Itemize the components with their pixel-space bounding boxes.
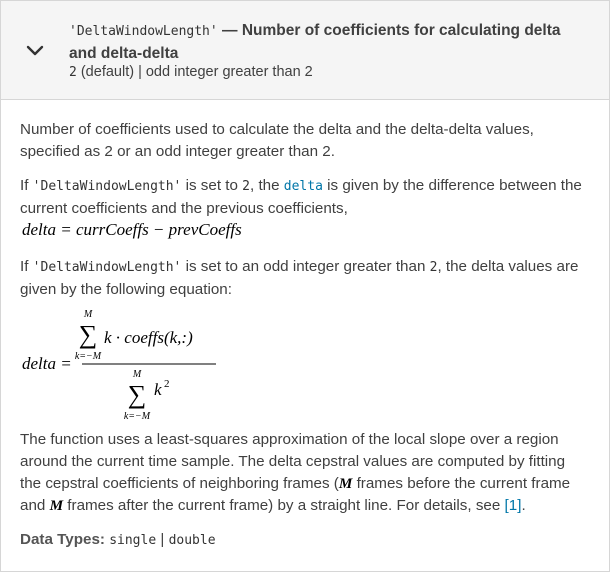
data-types-label: Data Types: (20, 531, 105, 548)
delta-link[interactable]: delta (283, 179, 323, 194)
sum-upper-limit: M (83, 309, 93, 320)
sum-symbol: ∑ (127, 380, 147, 409)
sum-upper-limit: M (132, 369, 142, 380)
data-types: Data Types: single | double (20, 531, 216, 548)
numerator-term: k · coeffs(k,:) (104, 328, 193, 347)
delta-equation-fraction (20, 299, 240, 419)
parameter-title: 'DeltaWindowLength' — Number of coefficients for calculating delta and delta-delta (69, 22, 561, 62)
parameter-default: 2 (default) | odd integer greater than 2 (69, 64, 313, 80)
description-paragraph: The function uses a least-squares approximation of the local slope over a region around the current time sample. The delta cepstral values are computed by fitting the cepstral coefficients of neighboring frames (M frames before the current frame and M frames after the current frame) by a straight line. For details, see [1]. (20, 431, 571, 514)
parameter-summary: Number of coefficients for calculating delta and delta-delta (69, 22, 561, 62)
equation-lhs: delta = (22, 354, 72, 373)
chevron-down-icon[interactable] (25, 41, 45, 61)
description-paragraph: Number of coefficients used to calculate the delta and the delta-delta values, specified as 2 or an odd integer greater than 2. (20, 121, 534, 160)
parameter-name: 'DeltaWindowLength' (69, 24, 218, 39)
delta-equation-simple: delta = currCoeffs − prevCoeffs (22, 220, 242, 239)
denominator-exponent: 2 (164, 378, 170, 390)
reference-link[interactable]: [1] (504, 497, 522, 514)
description-paragraph: If 'DeltaWindowLength' is set to 2, the delta is given by the difference between the current coefficients and the previous coefficients, (20, 177, 582, 217)
data-type-single: single (109, 533, 157, 548)
denominator-term: k (154, 380, 162, 399)
description-paragraph: If 'DeltaWindowLength' is set to an odd integer greater than 2, the delta values are given by the following equation: (20, 258, 579, 298)
sum-lower-limit: k=−M (74, 351, 102, 362)
parameter-header[interactable] (1, 1, 609, 100)
sum-symbol: ∑ (78, 320, 98, 349)
data-type-double: double (168, 533, 216, 548)
sum-lower-limit: k=−M (123, 411, 151, 419)
